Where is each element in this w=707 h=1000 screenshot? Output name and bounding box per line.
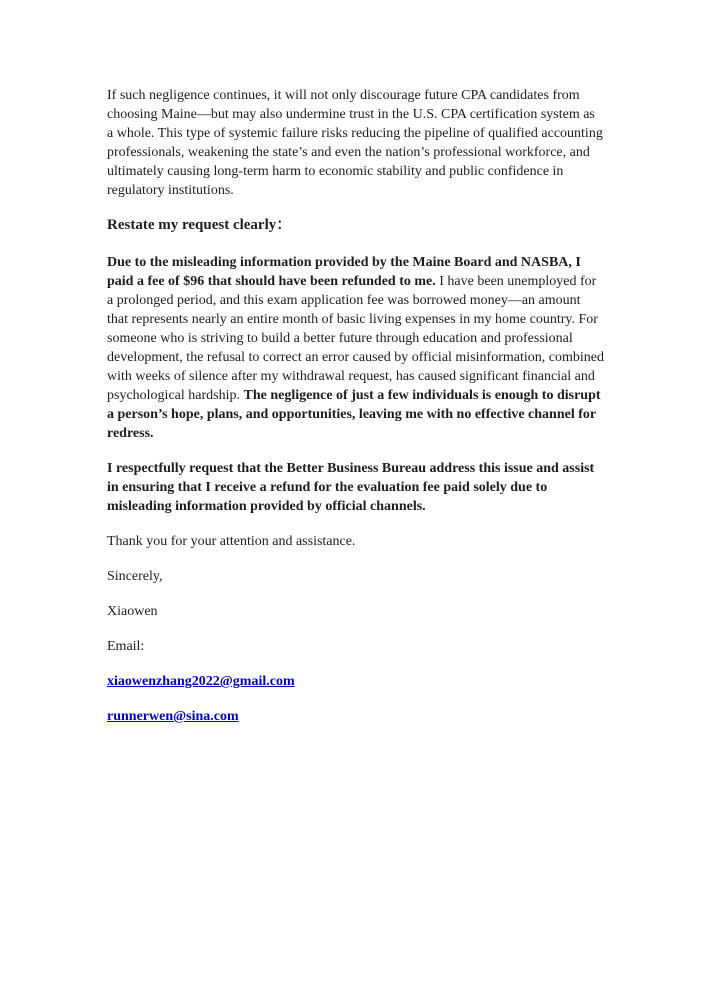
paragraph (107, 637, 604, 656)
text-segment: I have been unemployed for a prolonged period, and this exam application fee was borrowed money—an amount that represents nearly an entire month of basic living expenses in my home country. For someone who is striving to build a better future through education and professional development, the refusal to correct an error caused by official misinformation, combined with weeks of silence after my withdrawal request, has caused significant financial and psychological hardship. (107, 274, 604, 403)
paragraph (107, 602, 604, 621)
text-segment: Xiaowen (107, 604, 158, 619)
email-link[interactable]: xiaowenzhang2022@gmail.com (107, 674, 295, 689)
bold-text-segment: Restate my request clearly： (107, 217, 292, 233)
email-link-line (107, 707, 604, 726)
paragraph (107, 86, 604, 200)
bold-text-segment: I respectfully request that the Better Business Bureau address this issue and assist in ensuring that I receive a refund for the evaluation fee paid solely due to misleading information provided by official channels. (107, 461, 595, 514)
text-segment: Sincerely, (107, 569, 163, 584)
section-heading (107, 216, 604, 235)
bold-text-segment: Due to the misleading information provided by the Maine Board and NASBA, I paid a fee of $96 that should have been refunded to me. (107, 255, 581, 289)
bold-text-segment: The negligence of just a few individuals is enough to disrupt a person’s hope, plans, and opportunities, leaving me with no effective channel for redress. (107, 388, 601, 441)
paragraph (107, 567, 604, 586)
text-segment: Thank you for your attention and assistance. (107, 534, 356, 549)
paragraph (107, 253, 604, 443)
paragraph (107, 459, 604, 516)
text-segment: Email: (107, 639, 145, 654)
letter-content (107, 86, 604, 742)
text-segment: If such negligence continues, it will not only discourage future CPA candidates from choosing Maine—but may also undermine trust in the U.S. CPA certification system as a whole. This type of systemic failure risks reducing the pipeline of qualified accounting professionals, weakening the state’s and even the nation’s professional workforce, and ultimately causing long-term harm to economic stability and public confidence in regulatory institutions. (107, 88, 603, 198)
email-link[interactable]: runnerwen@sina.com (107, 709, 239, 724)
paragraph (107, 532, 604, 551)
email-link-line (107, 672, 604, 691)
